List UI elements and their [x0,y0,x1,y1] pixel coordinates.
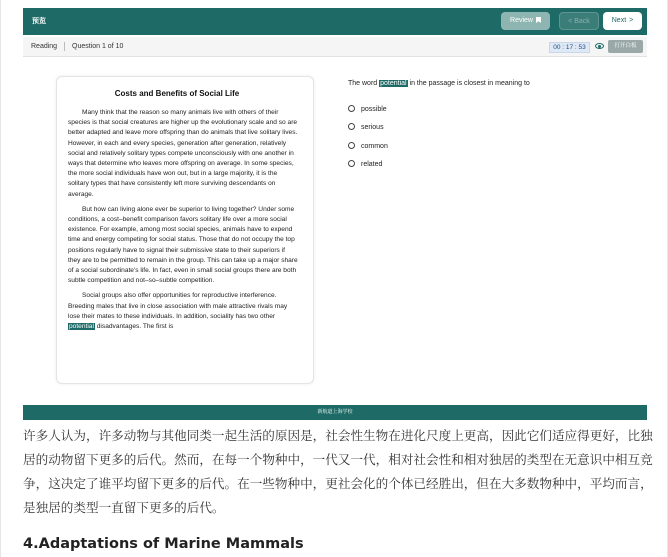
status-bar [23,37,647,57]
option-label: common [361,143,388,150]
question-prefix: The word [348,80,380,87]
preview-title: 预览 [32,18,46,25]
passage-paragraph-2: But how can living alone ever be superior to living together? Under some conditions, a cost–benefit comparison favors solitary life over a more social existence. For example, among most social species, animals have to expend time and energy competing for social status. Those that do not occupy the top positions regularly have to signal their submissive state to their superiors if they are to be permitted to remain in the group. This can take up a major share of a social subordinate's life. In fact, even in small social groups there are both subtle competition and not–so–subtle competition. [68,205,298,285]
passage-p3-start: Social groups also offer opportunities for reproductive interference. Breeding males that live in close association with male attractive rivals may lose their mates to these individuals. In addition, sociality has two other [68,292,288,320]
divider [64,42,65,51]
question-counter: Question 1 of 10 [72,43,124,50]
passage-p3-end: disadvantages. The first is [94,323,174,331]
timer-display: 00 : 17 : 53 [549,42,590,53]
answer-option-1[interactable] [348,105,387,113]
answer-option-3[interactable] [348,142,388,150]
hide-timer-eye-icon[interactable] [595,43,604,49]
back-label: < Back [568,18,590,25]
passage-body [68,108,298,337]
review-button[interactable] [501,12,550,30]
review-label: Review [510,17,533,24]
back-button[interactable] [559,12,599,30]
question-suffix: in the passage is closest in meaning to [407,80,530,87]
section-heading: 4.Adaptations of Marine Mammals [23,536,304,552]
passage-paragraph-1: Many think that the reason so many animals live with others of their species is that social creatures are higher up the evolutionary scale and so are better adapted and leave more offspring than do animals that live solitary lives. However, in each and every species, generation after generation, relatively social and relatively solitary types compete unconsciously with one another in ways that determine who leaves more offspring on average. In some species, the more social individuals have won out, but in a large majority, it is the solitary types that have consistently left more surviving descendants on average. [68,109,298,198]
option-label: serious [361,124,384,131]
highlighted-word: potential [69,323,94,331]
section-label: Reading [31,43,58,50]
answer-option-2[interactable] [348,123,384,131]
open-whiteboard-button[interactable]: 打开白板 [608,40,643,53]
radio-icon [348,105,355,112]
passage-panel [56,76,314,384]
radio-icon [348,123,355,130]
next-label: Next [611,17,627,24]
bookmark-icon [536,17,541,23]
question-highlighted-word: potential [380,80,407,87]
top-toolbar [23,8,647,35]
answer-option-4[interactable] [348,160,382,168]
radio-icon [348,142,355,149]
passage-title: Costs and Benefits of Social Life [114,89,240,98]
next-button[interactable] [603,12,642,30]
chinese-translation: 许多人认为，许多动物与其他同类一起生活的原因是，社会性生物在进化尺度上更高，因此它们适应得更好，比独居的动物留下更多的后代。然而，在每一个物种中，一代又一代，相对社会性和相对独居的类型在无意识中相互竞争，这决定了谁平均留下更多的后代。在一些物种中，更社会化的个体已经胜出，但在大多数物种中，平均而言，是独居的类型一直留下更多的后代。 [23,428,653,515]
passage-scrollbar[interactable] [313,159,314,263]
option-label: possible [361,106,387,113]
option-label: related [361,161,383,168]
question-prompt [348,80,530,87]
radio-icon [348,160,355,167]
chevron-right-icon: > [629,17,634,24]
school-footer: 新航道上海学校 [23,405,647,420]
passage-paragraph-3 [68,291,298,332]
